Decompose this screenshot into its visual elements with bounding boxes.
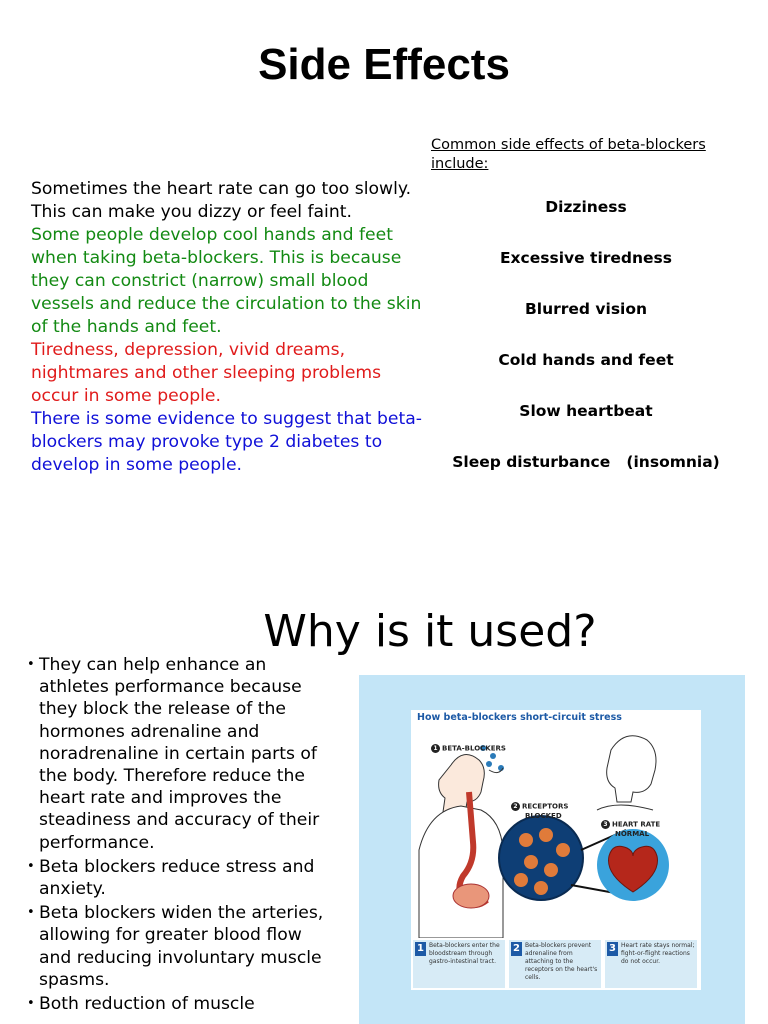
cell-icon bbox=[524, 855, 538, 869]
label-heart-rate-normal: 3 HEART RATE NORMAL bbox=[601, 820, 660, 839]
side-effects-list bbox=[426, 196, 746, 502]
paragraph-cool-hands: Some people develop cool hands and feet when taking beta-blockers. This is because they can constrict (narrow) small blood vessels and reduce the circulation to the skin of the hands and feet. bbox=[31, 225, 422, 337]
diagram-steps bbox=[411, 940, 701, 990]
cell-icon bbox=[514, 873, 528, 887]
person-body-icon bbox=[419, 806, 503, 938]
cell-icon bbox=[544, 863, 558, 877]
bullet-item: • Both reduction of muscle bbox=[27, 993, 337, 1015]
effect-item: Dizziness bbox=[545, 198, 627, 216]
diagram-panel bbox=[411, 710, 701, 990]
effect-item: Slow heartbeat bbox=[519, 402, 653, 420]
paragraph-tiredness: Tiredness, depression, vivid dreams, nightmares and other sleeping problems occur in some people. bbox=[31, 340, 382, 406]
cell-icon bbox=[519, 833, 533, 847]
diagram-title: How beta-blockers short-circuit stress bbox=[417, 712, 622, 723]
calm-person-icon bbox=[607, 736, 656, 802]
cell-icon bbox=[534, 881, 548, 895]
slide-why-used bbox=[0, 580, 768, 1024]
shoulders-icon bbox=[597, 805, 653, 810]
cell-icon bbox=[539, 828, 553, 842]
slide-title: Why is it used? bbox=[263, 606, 597, 657]
pill-icon bbox=[490, 753, 496, 759]
slide-title: Side Effects bbox=[258, 40, 510, 89]
stomach-icon bbox=[453, 884, 489, 908]
bullet-item: • Beta blockers widen the arteries, allowing for greater blood flow and reducing involuntary muscle spasms. bbox=[27, 902, 337, 991]
paragraph-diabetes: There is some evidence to suggest that beta-blockers may provoke type 2 diabetes to develop in some people. bbox=[31, 409, 422, 475]
label-receptors-blocked: 2 RECEPTORS BLOCKED bbox=[511, 802, 568, 821]
common-side-effects-heading: Common side effects of beta-blockers include: bbox=[431, 137, 706, 172]
step-2: 2 Beta-blockers prevent adrenaline from attaching to the receptors on the heart's cells. bbox=[509, 940, 601, 988]
bullet-item: • Beta blockers reduce stress and anxiety. bbox=[27, 856, 337, 900]
bullet-item: • They can help enhance an athletes performance because they block the release of the hormones adrenaline and noradrenaline in certain parts of the body. Therefore reduce the heart rate and improves the steadiness and accuracy of their performance. bbox=[27, 654, 337, 854]
beta-blocker-diagram bbox=[359, 675, 745, 1024]
cell-icon bbox=[556, 843, 570, 857]
paragraph-slow-heart-rate: Sometimes the heart rate can go too slowly. This can make you dizzy or feel faint. bbox=[31, 179, 412, 222]
effect-item: Sleep disturbance (insomnia) bbox=[452, 453, 720, 471]
step-1: 1 Beta-blockers enter the bloodstream through gastro-intestinal tract. bbox=[413, 940, 505, 988]
pill-icon bbox=[486, 761, 492, 767]
step-3: 3 Heart rate stays normal; fight-or-flight reactions do not occur. bbox=[605, 940, 697, 988]
effect-item: Blurred vision bbox=[524, 300, 648, 318]
effect-item: Cold hands and feet bbox=[498, 351, 674, 369]
effect-item: Excessive tiredness bbox=[499, 249, 673, 267]
label-beta-blockers: 1 BETA-BLOCKERS bbox=[431, 744, 506, 754]
reasons-list bbox=[27, 654, 337, 1017]
side-effects-description bbox=[31, 178, 431, 477]
